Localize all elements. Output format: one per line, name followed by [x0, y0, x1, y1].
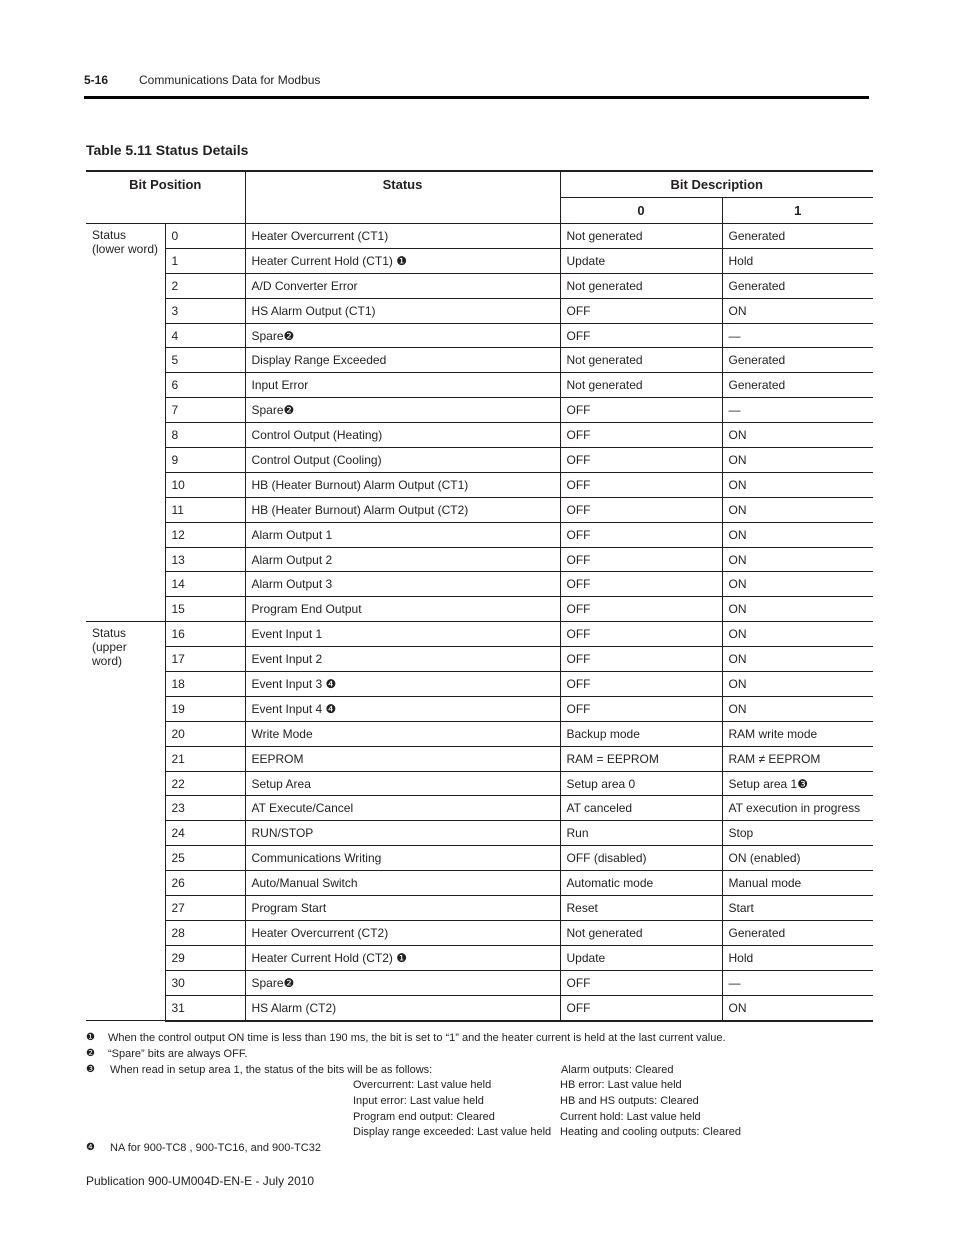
table-row	[86, 323, 873, 348]
bit-one-cell: ON	[722, 448, 873, 473]
bit-position-cell: 1	[165, 248, 245, 273]
table-row	[86, 597, 873, 622]
bit-position-cell: 8	[165, 423, 245, 448]
bit-value-one-header: 1	[722, 198, 873, 224]
table-row	[86, 846, 873, 871]
bit-one-cell: ON	[722, 472, 873, 497]
bit-one-cell: Generated	[722, 373, 873, 398]
bit-zero-cell: OFF	[560, 572, 722, 597]
bit-zero-cell: Not generated	[560, 273, 722, 298]
bit-one-cell: RAM ≠ EEPROM	[722, 746, 873, 771]
table-row	[86, 970, 873, 995]
bit-zero-cell: Update	[560, 248, 722, 273]
bit-zero-cell: Run	[560, 821, 722, 846]
bit-position-cell: 14	[165, 572, 245, 597]
bit-zero-cell: OFF	[560, 448, 722, 473]
footnote-3-left-item: Display range exceeded: Last value held	[353, 1126, 552, 1138]
table-row	[86, 821, 873, 846]
bit-position-cell: 7	[165, 398, 245, 423]
bit-one-cell: ON	[722, 572, 873, 597]
table-row	[86, 572, 873, 597]
footnote-3-text: When read in setup area 1, the status of the bits will be as follows:	[110, 1064, 433, 1076]
status-group-label-line2: (lower word)	[92, 242, 159, 256]
bit-position-cell: 0	[165, 224, 245, 249]
table-row	[86, 348, 873, 373]
table-row	[86, 871, 873, 896]
footnote-4-mark: ❹	[86, 1142, 95, 1153]
bit-position-cell: 3	[165, 298, 245, 323]
status-cell: A/D Converter Error	[245, 273, 560, 298]
bit-position-cell: 21	[165, 746, 245, 771]
footnote-1-text: When the control output ON time is less than 190 ms, the bit is set to “1” and the heater current is held at the last current value.	[108, 1032, 726, 1044]
status-group-label-line1: Status	[92, 228, 127, 242]
bit-one-cell: ON	[722, 522, 873, 547]
status-cell: Program Start	[245, 896, 560, 921]
status-group-label	[86, 622, 165, 1021]
bit-zero-cell: AT canceled	[560, 796, 722, 821]
status-header: Status	[245, 171, 560, 224]
bit-position-cell: 31	[165, 995, 245, 1020]
table-row	[86, 672, 873, 697]
bit-position-cell: 24	[165, 821, 245, 846]
table-row	[86, 398, 873, 423]
status-group-label	[86, 224, 165, 622]
bit-position-cell: 16	[165, 622, 245, 647]
bit-position-cell: 25	[165, 846, 245, 871]
bit-one-cell: ON	[722, 547, 873, 572]
table-row	[86, 721, 873, 746]
bit-position-cell: 18	[165, 672, 245, 697]
bit-position-cell: 6	[165, 373, 245, 398]
bit-zero-cell: Reset	[560, 896, 722, 921]
bit-position-cell: 2	[165, 273, 245, 298]
footnote-3-mark: ❸	[86, 1064, 95, 1075]
status-cell: Alarm Output 1	[245, 522, 560, 547]
table-row	[86, 995, 873, 1020]
bit-one-cell: Hold	[722, 945, 873, 970]
footnote-3-right-item: Alarm outputs: Cleared	[561, 1064, 674, 1076]
status-cell: Event Input 2	[245, 647, 560, 672]
bit-zero-cell: RAM = EEPROM	[560, 746, 722, 771]
bit-zero-cell: OFF	[560, 497, 722, 522]
status-group-label-line2: (upper word)	[92, 640, 127, 669]
status-cell: Alarm Output 3	[245, 572, 560, 597]
status-cell: Write Mode	[245, 721, 560, 746]
bit-zero-cell: OFF	[560, 995, 722, 1020]
footnote-4-text: NA for 900-TC8 , 900-TC16, and 900-TC32	[110, 1142, 321, 1154]
table-row	[86, 896, 873, 921]
page-number: 5-16	[84, 73, 109, 87]
table-row	[86, 771, 873, 796]
footnote-2-mark: ❷	[86, 1048, 95, 1059]
bit-zero-cell: OFF	[560, 696, 722, 721]
table-row	[86, 298, 873, 323]
footnote-3-left-item: Overcurrent: Last value held	[353, 1079, 492, 1091]
status-cell: Display Range Exceeded	[245, 348, 560, 373]
bit-zero-cell: Backup mode	[560, 721, 722, 746]
footnote-3-right-item: Heating and cooling outputs: Cleared	[560, 1126, 742, 1138]
bit-position-cell: 19	[165, 696, 245, 721]
status-cell: AT Execute/Cancel	[245, 796, 560, 821]
bit-position-cell: 26	[165, 871, 245, 896]
bit-one-cell: ON	[722, 696, 873, 721]
status-cell: HB (Heater Burnout) Alarm Output (CT1)	[245, 472, 560, 497]
status-cell: Program End Output	[245, 597, 560, 622]
table-row	[86, 248, 873, 273]
bit-position-header: Bit Position	[86, 171, 245, 224]
bit-one-cell: ON	[722, 995, 873, 1020]
bit-zero-cell: OFF	[560, 672, 722, 697]
bit-zero-cell: OFF	[560, 472, 722, 497]
bit-one-cell: ON	[722, 647, 873, 672]
table-row	[86, 920, 873, 945]
status-cell: Auto/Manual Switch	[245, 871, 560, 896]
bit-one-cell: ON	[722, 497, 873, 522]
bit-one-cell: RAM write mode	[722, 721, 873, 746]
bit-zero-cell: OFF	[560, 647, 722, 672]
bit-one-cell: Setup area 1❸	[722, 771, 873, 796]
bit-one-cell: ON	[722, 298, 873, 323]
status-cell: HS Alarm (CT2)	[245, 995, 560, 1020]
bit-zero-cell: OFF	[560, 622, 722, 647]
bit-one-cell: Generated	[722, 273, 873, 298]
table-row	[86, 696, 873, 721]
bit-zero-cell: OFF	[560, 597, 722, 622]
footnote-2-text: “Spare” bits are always OFF.	[108, 1048, 248, 1060]
status-cell: Event Input 1	[245, 622, 560, 647]
footnote-3-right-item: Current hold: Last value held	[560, 1111, 701, 1123]
status-cell: Spare❷	[245, 398, 560, 423]
bit-zero-cell: Automatic mode	[560, 871, 722, 896]
bit-zero-cell: Not generated	[560, 348, 722, 373]
table-row	[86, 945, 873, 970]
bit-position-cell: 27	[165, 896, 245, 921]
bit-one-cell: Generated	[722, 348, 873, 373]
bit-zero-cell: OFF (disabled)	[560, 846, 722, 871]
bit-position-cell: 11	[165, 497, 245, 522]
bit-position-cell: 30	[165, 970, 245, 995]
section-title: Communications Data for Modbus	[139, 73, 321, 87]
table-row	[86, 622, 873, 647]
status-cell: Event Input 4 ❹	[245, 696, 560, 721]
status-cell: Heater Current Hold (CT2) ❶	[245, 945, 560, 970]
bit-zero-cell: Update	[560, 945, 722, 970]
table-row	[86, 796, 873, 821]
bit-position-cell: 5	[165, 348, 245, 373]
bit-position-cell: 28	[165, 920, 245, 945]
bit-one-cell: Start	[722, 896, 873, 921]
bit-position-cell: 15	[165, 597, 245, 622]
bit-one-cell: —	[722, 398, 873, 423]
bit-position-cell: 23	[165, 796, 245, 821]
bit-zero-cell: OFF	[560, 423, 722, 448]
bit-zero-cell: Not generated	[560, 373, 722, 398]
footnote-3-right-item: HB error: Last value held	[560, 1079, 682, 1091]
status-cell: Alarm Output 2	[245, 547, 560, 572]
status-cell: HB (Heater Burnout) Alarm Output (CT2)	[245, 497, 560, 522]
bit-one-cell: AT execution in progress	[722, 796, 873, 821]
bit-value-zero-header: 0	[560, 198, 722, 224]
status-cell: HS Alarm Output (CT1)	[245, 298, 560, 323]
bit-position-cell: 20	[165, 721, 245, 746]
footnote-3-left-item: Program end output: Cleared	[353, 1111, 495, 1123]
bit-position-cell: 9	[165, 448, 245, 473]
status-cell: Spare❷	[245, 970, 560, 995]
table-row	[86, 472, 873, 497]
bit-zero-cell: OFF	[560, 298, 722, 323]
table-row	[86, 224, 873, 249]
status-cell: Heater Overcurrent (CT1)	[245, 224, 560, 249]
table-row	[86, 448, 873, 473]
table-row	[86, 273, 873, 298]
table-caption: Table 5.11 Status Details	[86, 142, 249, 158]
table-row	[86, 423, 873, 448]
bit-position-cell: 29	[165, 945, 245, 970]
status-cell: Heater Overcurrent (CT2)	[245, 920, 560, 945]
bit-zero-cell: OFF	[560, 970, 722, 995]
table-row	[86, 522, 873, 547]
status-cell: Event Input 3 ❹	[245, 672, 560, 697]
bit-position-cell: 13	[165, 547, 245, 572]
footnote-1-mark: ❶	[86, 1032, 95, 1043]
bit-position-cell: 4	[165, 323, 245, 348]
table-row	[86, 547, 873, 572]
status-cell: Communications Writing	[245, 846, 560, 871]
bit-position-cell: 22	[165, 771, 245, 796]
status-cell: Spare❷	[245, 323, 560, 348]
table-row	[86, 746, 873, 771]
status-cell: EEPROM	[245, 746, 560, 771]
bit-position-cell: 17	[165, 647, 245, 672]
bit-position-cell: 10	[165, 472, 245, 497]
bit-one-cell: ON	[722, 672, 873, 697]
header-rule	[84, 96, 869, 99]
bit-one-cell: ON	[722, 622, 873, 647]
bit-one-cell: ON (enabled)	[722, 846, 873, 871]
bit-one-cell: Stop	[722, 821, 873, 846]
status-cell: Input Error	[245, 373, 560, 398]
status-details-table	[86, 170, 873, 1022]
footnote-3-left-item: Input error: Last value held	[353, 1095, 484, 1107]
table-body	[86, 224, 873, 1021]
status-cell: Control Output (Heating)	[245, 423, 560, 448]
bit-zero-cell: Not generated	[560, 920, 722, 945]
status-cell: RUN/STOP	[245, 821, 560, 846]
bit-zero-cell: Not generated	[560, 224, 722, 249]
footnote-3-right-item: HB and HS outputs: Cleared	[560, 1095, 699, 1107]
status-cell: Heater Current Hold (CT1) ❶	[245, 248, 560, 273]
table-row	[86, 373, 873, 398]
bit-zero-cell: OFF	[560, 323, 722, 348]
bit-one-cell: Generated	[722, 920, 873, 945]
bit-description-header: Bit Description	[560, 171, 873, 198]
bit-one-cell: ON	[722, 597, 873, 622]
bit-one-cell: Hold	[722, 248, 873, 273]
bit-zero-cell: OFF	[560, 547, 722, 572]
status-group-label-line1: Status	[92, 626, 127, 641]
bit-one-cell: ON	[722, 423, 873, 448]
table-row	[86, 647, 873, 672]
bit-zero-cell: Setup area 0	[560, 771, 722, 796]
bit-one-cell: Manual mode	[722, 871, 873, 896]
status-cell: Setup Area	[245, 771, 560, 796]
bit-one-cell: Generated	[722, 224, 873, 249]
table-row	[86, 497, 873, 522]
bit-one-cell: —	[722, 970, 873, 995]
bit-position-cell: 12	[165, 522, 245, 547]
bit-zero-cell: OFF	[560, 522, 722, 547]
bit-one-cell: —	[722, 323, 873, 348]
bit-zero-cell: OFF	[560, 398, 722, 423]
status-cell: Control Output (Cooling)	[245, 448, 560, 473]
publication-footer: Publication 900-UM004D-EN-E - July 2010	[86, 1174, 315, 1188]
